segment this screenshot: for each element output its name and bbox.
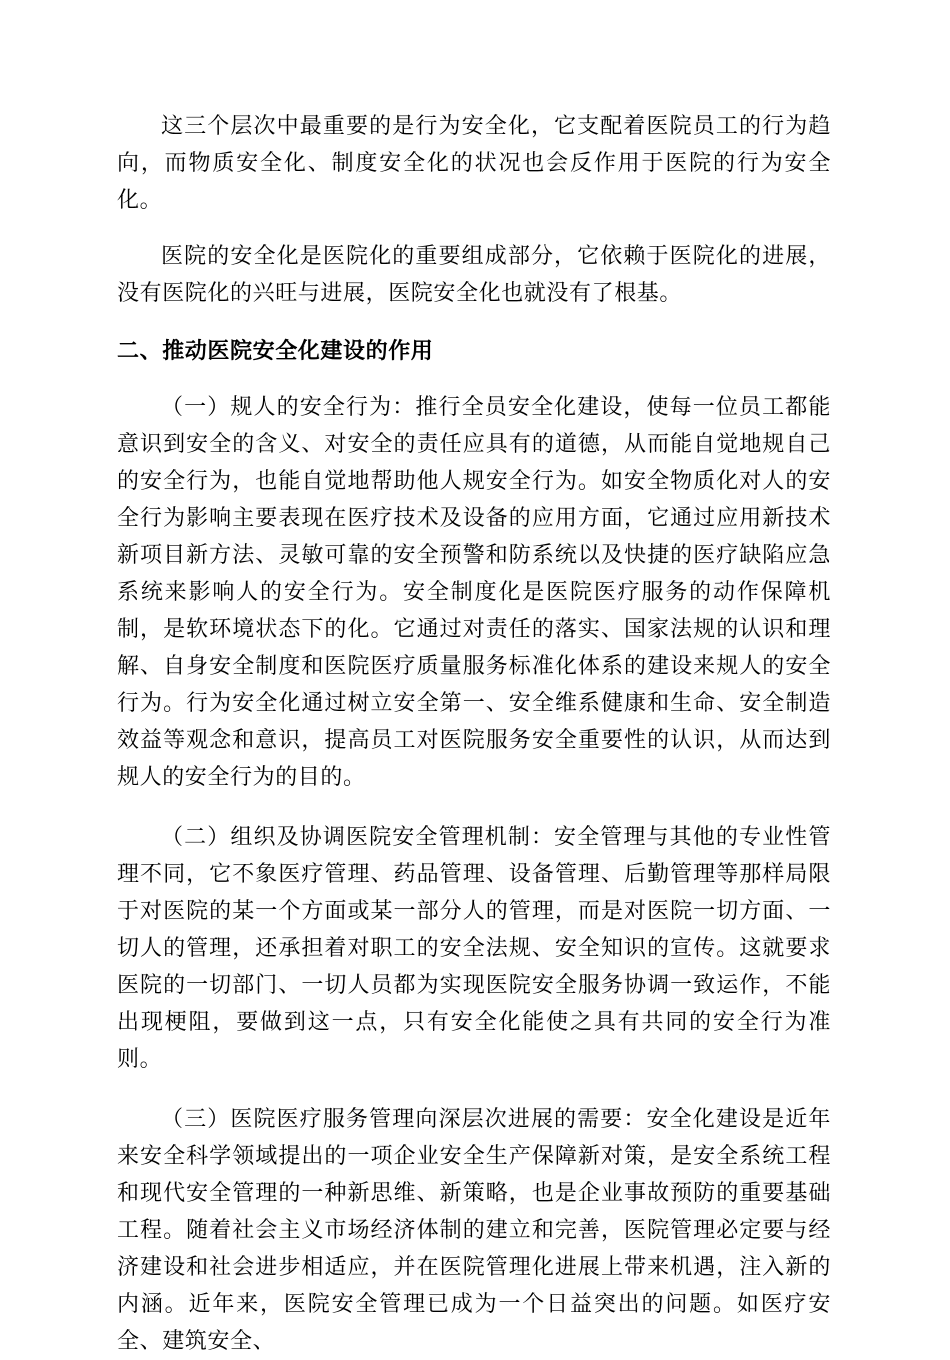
document-page	[117, 108, 831, 1360]
paragraph-hospital-safety-culture: 医院的安全化是医院化的重要组成部分，它依赖于医院化的进展，没有医院化的兴旺与进展，医院安全化也就没有了根基。	[117, 244, 831, 306]
paragraph-behavior-safety: 这三个层次中最重要的是行为安全化，它支配着医院员工的行为趋向，而物质安全化、制度安全化的状况也会反作用于医院的行为安全化。	[117, 114, 831, 213]
paragraph-deep-development: （三）医院医疗服务管理向深层次进展的需要：安全化建设是近年来安全科学领域提出的一项企业安全生产保障新对策，是安全系统工程和现代安全管理的一种新思维、新策略，也是企业事故预防的重要基础工程。随着社会主义市场经济体制的建立和完善，医院管理必定要与经济建设和社会进步相适应，并在医院管理化进展上带来机遇，注入新的内涵。近年来，医院安全管理已成为一个日益突出的问题。如医疗安全、建筑安全、	[117, 1107, 831, 1354]
paragraph-regulate-behavior: （一）规人的安全行为：推行全员安全化建设，使每一位员工都能意识到安全的含义、对安全的责任应具有的道德，从而能自觉地规自己的安全行为，也能自觉地帮助他人规安全行为。如安全物质化对人的安全行为影响主要表现在医疗技术及设备的应用方面，它通过应用新技术新项目新方法、灵敏可靠的安全预警和防系统以及快捷的医疗缺陷应急系统来影响人的安全行为。安全制度化是医院医疗服务的动作保障机制，是软环境状态下的化。它通过对责任的落实、国家法规的认识和理解、自身安全制度和医院医疗质量服务标准化体系的建设来规人的安全行为。行为安全化通过树立安全第一、安全维系健康和生命、安全制造效益等观念和意识，提高员工对医院服务安全重要性的认识，从而达到规人的安全行为的目的。	[117, 395, 831, 790]
section-heading: 二、推动医院安全化建设的作用	[117, 339, 434, 364]
paragraph-organize-coordinate: （二）组织及协调医院安全管理机制：安全管理与其他的专业性管理不同，它不象医疗管理、药品管理、设备管理、后勤管理等那样局限于对医院的某一个方面或某一部分人的管理，而是对医院一切方面、一切人的管理，还承担着对职工的安全法规、安全知识的宣传。这就要求医院的一切部门、一切人员都为实现医院安全服务协调一致运作，不能出现梗阻，要做到这一点，只有安全化能使之具有共同的安全行为准则。	[117, 825, 831, 1072]
